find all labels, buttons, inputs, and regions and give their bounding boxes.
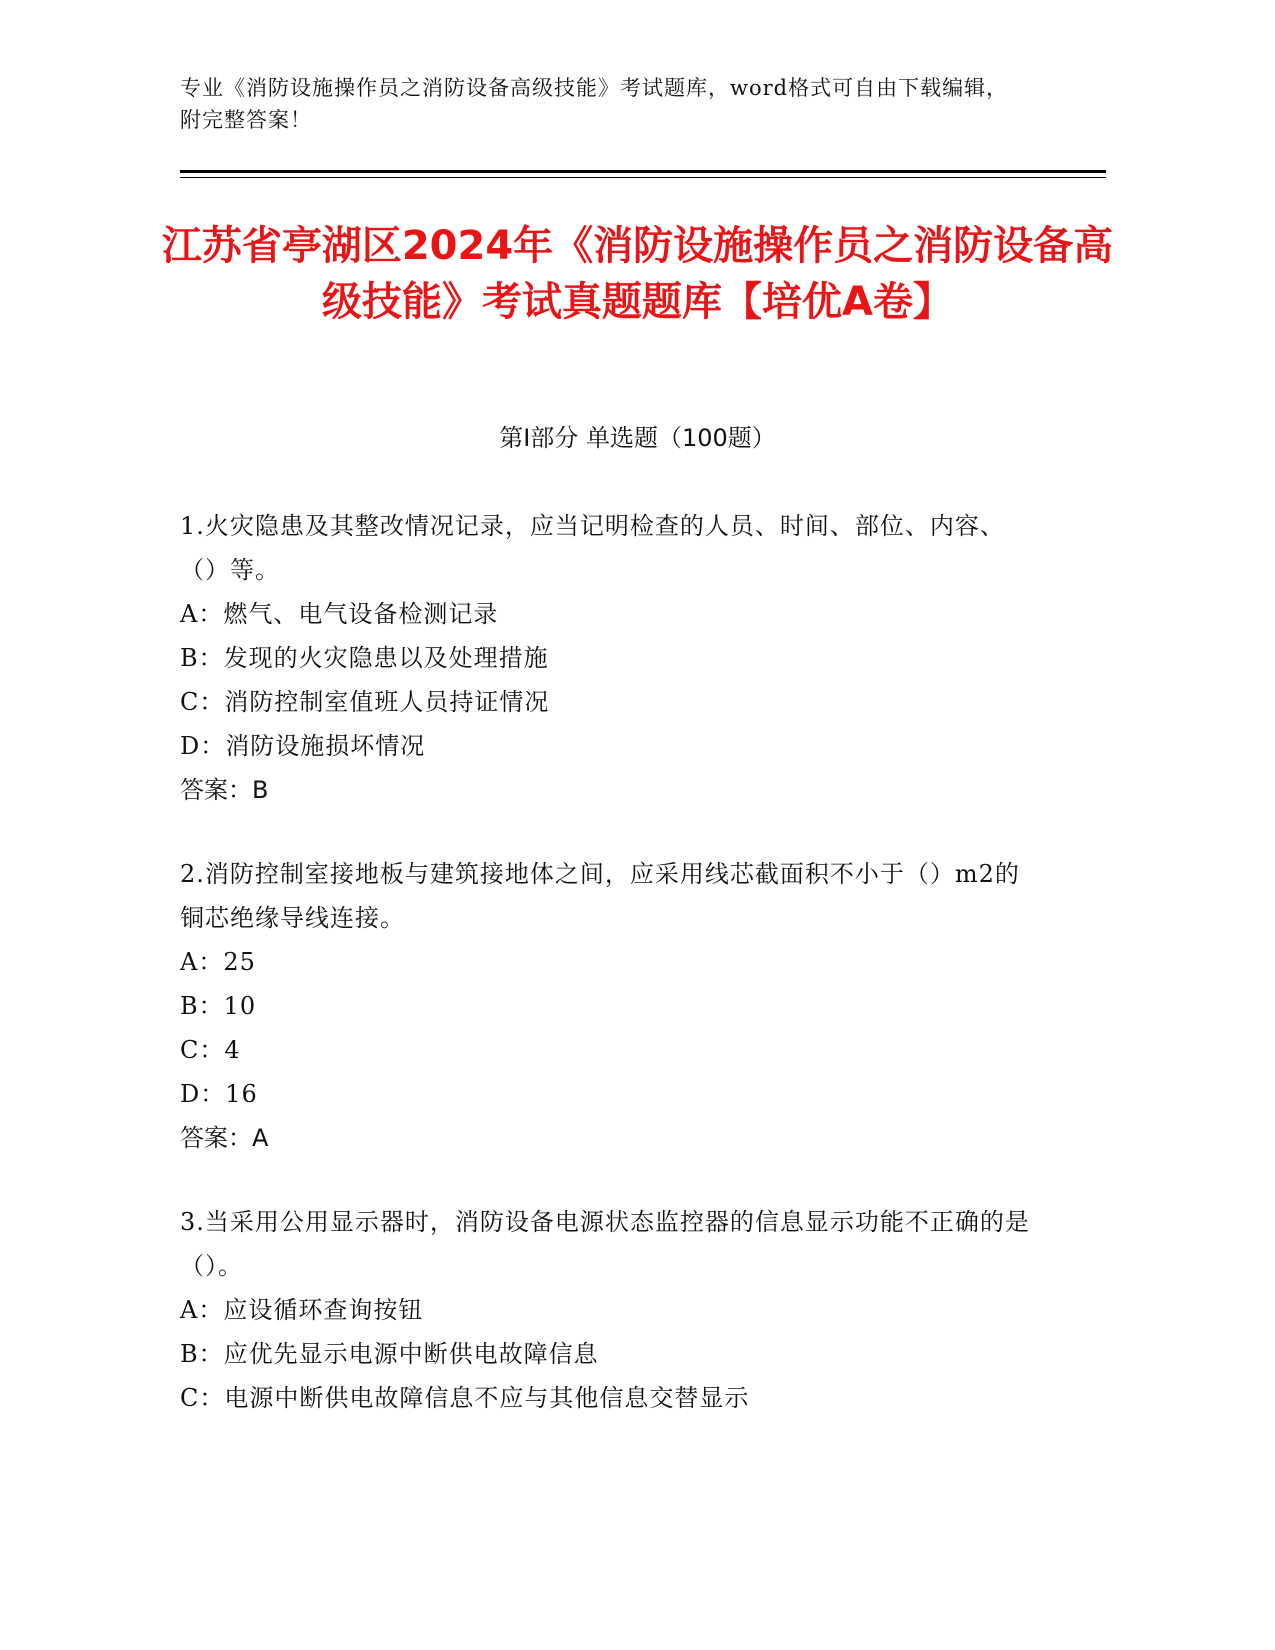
option-b: B：10 [180,992,257,1020]
option-d: D：消防设施损坏情况 [180,732,426,760]
option-b: B：发现的火灾隐患以及处理措施 [180,644,549,672]
question-3 [180,1200,1030,1420]
section-heading: 第I部分 单选题（100题） [499,424,776,452]
question-stem: 2.消防控制室接地板与建筑接地体之间，应采用线芯截面积不小于（）m2的铜芯绝缘导线连接。 [180,860,1020,932]
option-a: A：25 [180,948,256,976]
question-1 [180,504,1030,812]
answer: 答案：B [180,776,269,804]
header-divider-thick [180,170,1106,173]
option-c: C：4 [180,1036,241,1064]
question-list [180,504,1030,1460]
header-note: 专业《消防设施操作员之消防设备高级技能》考试题库，word格式可自由下载编辑，附完整答案！ [180,76,1009,132]
document-title: 江苏省亭湖区2024年《消防设施操作员之消防设备高级技能》考试真题题库【培优A卷】 [161,223,1114,325]
option-d: D：16 [180,1080,258,1108]
option-a: A：燃气、电气设备检测记录 [180,600,499,628]
answer: 答案：A [180,1124,269,1152]
question-stem: 3.当采用公用显示器时，消防设备电源状态监控器的信息显示功能不正确的是（）。 [180,1208,1030,1280]
header-divider-thin [180,177,1106,178]
option-c: C：电源中断供电故障信息不应与其他信息交替显示 [180,1384,750,1412]
option-a: A：应设循环查询按钮 [180,1296,424,1324]
option-b: B：应优先显示电源中断供电故障信息 [180,1340,599,1368]
question-2 [180,852,1030,1160]
option-c: C：消防控制室值班人员持证情况 [180,688,550,716]
question-stem: 1.火灾隐患及其整改情况记录，应当记明检查的人员、时间、部位、内容、（）等。 [180,512,1005,584]
